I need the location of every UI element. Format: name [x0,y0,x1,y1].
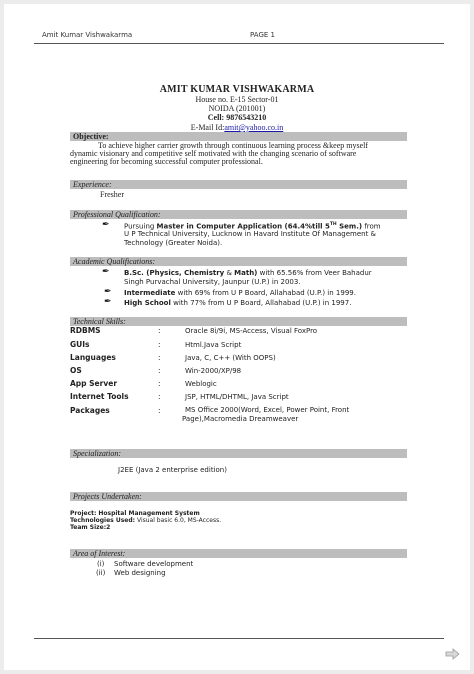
professional-line-2: U P Technical University, Lucknow in Havard Institute Of Management & [124,230,377,238]
header-rule [34,43,444,44]
skill-key: RDBMS [70,326,101,335]
pen-nib-icon: ✒ [104,287,112,297]
pen-nib-icon: ✒ [102,267,110,277]
section-academic-qualifications: Academic Qualifications: [70,257,407,266]
skill-key: Internet Tools [70,392,129,401]
footer-rule [34,638,444,639]
section-experience: Experience: [70,180,407,189]
email-link[interactable]: amit@yahoo.co.in [224,123,284,132]
skill-value: Java, C, C++ (With OOPS) [185,354,276,362]
section-specialization: Specialization: [70,449,407,458]
header-author: Amit Kumar Vishwakarma [42,31,133,39]
skill-key: OS [70,366,82,375]
skill-key: GUIs [70,340,90,349]
section-projects-undertaken: Projects Undertaken: [70,492,407,501]
objective-line-1: To achieve higher carrier growth through continuous learning process &keep myself [98,141,369,150]
technologies-line: Technologies Used: Visual basic 6.0, MS-Access. [70,517,222,524]
skill-colon: : [158,340,161,349]
pen-nib-icon: ✒ [102,220,110,230]
skill-value-continued: Page),Macromedia Dreamweaver [182,415,299,423]
skill-key: Languages [70,353,116,362]
header-page-number: PAGE 1 [250,31,275,39]
cell-number: Cell: 9876543210 [207,113,267,122]
objective-line-2: dynamic visionary and competitive self motivated with the changing scenario of software [70,149,357,158]
skill-colon: : [158,366,161,375]
address-line-2: NOIDA (201001) [208,104,266,113]
interest-number: (ii) [96,569,106,577]
address-line-1: House no. E-15 Sector-01 [195,95,279,104]
academic-bsc-line-2: Singh Purvachal University, Jaunpur (U.P.) in 2003. [124,278,301,286]
email-label: E-Mail Id: [190,123,225,132]
pen-nib-icon: ✒ [104,297,112,307]
section-objective: Objective: [70,132,407,141]
academic-intermediate: Intermediate with 69% from U P Board, Allahabad (U.P.) in 1999. [124,289,356,297]
interest-item: Software development [114,560,194,568]
professional-line-1: Pursuing Master in Computer Application (64.4%till 5TH Sem.) from [124,222,381,231]
candidate-name: AMIT KUMAR VISHWAKARMA [159,84,315,95]
interest-item: Web designing [114,569,166,577]
section-technical-skills: Technical Skills: [70,317,407,326]
skill-value: Win-2000/XP/98 [185,367,242,375]
project-line: Project: Hospital Management System [70,510,200,517]
experience-value: Fresher [100,190,124,199]
academic-high-school: High School with 77% from U P Board, Allahabad (U.P.) in 1997. [124,299,352,307]
skill-colon: : [158,379,161,388]
skill-colon: : [158,406,161,415]
interest-number: (i) [97,560,105,568]
skill-value: JSP, HTML/DHTML, Java Script [185,393,289,401]
resume-page [4,4,470,670]
skill-colon: : [158,392,161,401]
skill-value: Weblogic [185,380,217,388]
arrow-right-icon[interactable] [445,648,460,660]
skill-colon: : [158,326,161,335]
skill-colon: : [158,353,161,362]
skill-value: MS Office 2000(Word, Excel, Power Point, Front [185,406,350,414]
section-area-of-interest: Area of Interest: [70,549,407,558]
skill-key: Packages [70,406,110,415]
professional-line-3: Technology (Greater Noida). [124,239,223,247]
specialization-value: J2EE (Java 2 enterprise edition) [118,466,227,474]
email-line [4,123,470,132]
academic-bsc-line-1: B.Sc. (Physics, Chemistry & Math) with 65.56% from Veer Bahadur [124,269,372,277]
skill-value: Html.Java Script [185,341,242,349]
skill-key: App Server [70,379,118,388]
objective-line-3: engineering for becoming successful computer professional. [70,157,263,166]
skill-value: Oracle 8i/9i, MS-Access, Visual FoxPro [185,327,318,335]
team-size-line: Team Size:2 [70,524,111,531]
section-professional-qualification: Professional Qualification: [70,210,407,219]
